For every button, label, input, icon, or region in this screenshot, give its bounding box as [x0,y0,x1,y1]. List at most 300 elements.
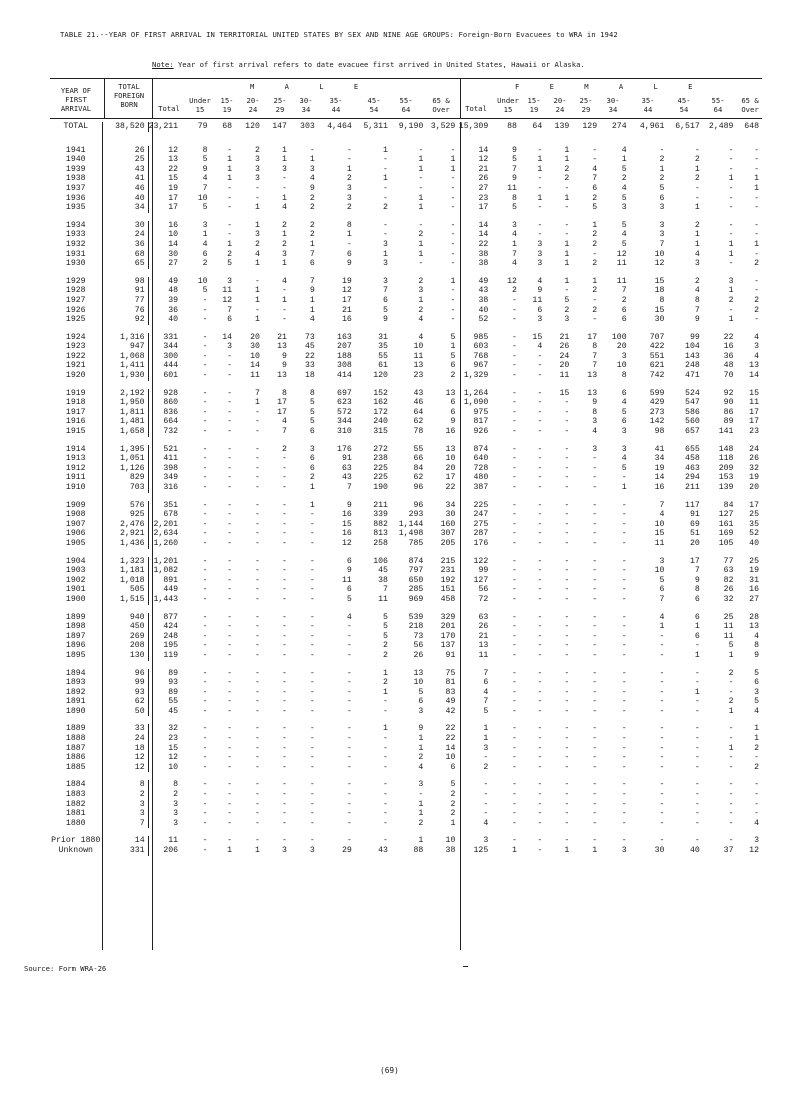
female-cell: - [537,529,543,539]
female-cell: - [511,371,517,381]
male-cell: 91 [445,650,456,660]
female-cell: - [694,790,700,800]
male-cell: - [282,305,287,315]
table-row [50,809,762,819]
male-cell: 45 [304,342,315,352]
female-cell: 5 [621,463,627,473]
male-cell: 650 [408,575,424,585]
male-cell: 17 [277,407,287,417]
male-cell: - [346,706,352,716]
table-row [50,286,762,296]
female-cell: 37 [723,846,734,855]
male-cell: 12 [341,538,352,548]
female-cell: - [694,697,700,707]
female-cell: 99 [689,332,700,342]
male-cell: 300 [163,351,179,361]
female-cell: - [564,668,570,678]
male-cell: - [255,631,260,641]
male-cell: - [227,687,233,697]
table-row [50,464,762,474]
male-cell: 308 [337,361,352,371]
male-cell: 6 [450,762,456,772]
male-cell: 10 [168,230,179,240]
male-cell: - [202,743,208,753]
year-cell: 1924 [65,332,86,342]
female-cell: 11 [723,622,734,632]
female-cell: 586 [685,407,700,417]
male-cell: - [227,519,233,529]
female-cell: 1 [754,183,759,193]
male-cell: 43 [413,388,424,398]
male-cell: - [227,463,233,473]
male-cell: 10 [197,193,208,203]
male-cell: 9 [202,164,208,174]
female-cell: 6 [694,612,700,622]
female-cell: - [511,556,517,566]
male-cell: 3 [255,230,260,240]
total-born-cell: 77 [102,296,149,306]
total-born-cell: 7 [102,819,149,829]
female-cell: 4 [483,818,489,828]
female-cell: 13 [749,361,759,371]
female-cell: - [659,678,665,688]
male-cell: 5 [383,622,388,632]
total-born-cell: 18 [102,744,149,754]
male-cell: - [227,594,233,604]
female-cell: - [511,519,517,529]
male-cell: 1 [255,203,260,213]
male-cell: - [418,183,424,193]
total-born-cell: 76 [102,306,149,316]
male-cell: - [309,641,315,651]
female-cell: - [659,687,665,697]
female-cell: 11 [616,259,627,269]
male-cell: 55 [168,697,179,707]
female-cell: 139 [554,122,570,131]
year-cell: 1893 [65,678,86,688]
female-cell: 2 [728,295,734,305]
male-cell: 6 [309,463,315,473]
year-cell: 1896 [65,641,86,651]
male-cell: - [202,417,208,427]
male-cell: - [255,183,260,193]
male-cell: - [202,706,208,716]
male-cell: - [282,631,287,641]
male-cell: 192 [440,575,456,585]
female-cell: 8 [592,407,598,417]
female-cell: 2 [592,230,598,240]
male-cell: 106 [373,556,388,566]
male-cell: 27 [168,259,179,269]
table-row [50,529,762,539]
male-cell: - [255,473,260,483]
male-cell: 349 [163,473,179,483]
male-cell: 1 [418,239,424,249]
female-cell: 6 [483,678,489,688]
year-cell: 1908 [65,510,86,520]
male-cell: 1 [227,164,233,174]
female-cell: - [537,519,543,529]
female-cell: - [511,342,517,352]
female-cell: 82 [723,575,734,585]
male-cell: - [450,239,456,249]
female-cell: - [659,790,665,800]
male-cell: 22 [168,164,179,174]
male-cell: 7 [346,483,352,492]
female-cell: - [592,612,598,622]
female-cell: - [659,697,665,707]
male-cell: 1 [450,276,456,286]
male-cell: 3 [309,164,315,174]
female-cell: 7 [592,361,598,371]
female-cell: - [537,220,543,230]
female-cell: 17 [587,332,598,342]
male-cell: - [282,575,287,585]
female-cell: - [621,687,627,697]
female-cell: 7 [659,500,665,510]
year-cell: 1898 [65,622,86,632]
male-cell: 2 [418,305,424,315]
female-cell: 40 [689,846,700,855]
male-cell: - [383,697,388,707]
female-cell: 1 [694,650,700,660]
male-cell: - [255,594,260,604]
male-cell: - [450,220,456,230]
male-cell: 2 [309,473,315,483]
female-cell: - [621,641,627,651]
female-cell: - [592,780,598,790]
female-cell: - [537,836,543,846]
female-cell: 599 [649,388,665,398]
female-cell: - [511,790,517,800]
female-cell: - [621,594,627,604]
female-cell: - [537,407,543,417]
female-cell: 41 [654,444,665,454]
total-born-cell: 3 [102,800,149,810]
male-cell: 17 [277,398,287,408]
total-born-cell: 99 [102,678,149,688]
female-cell: 13 [749,622,759,632]
male-cell: 2 [383,203,388,213]
male-cell: - [255,836,260,846]
male-cell: 1,260 [153,538,179,548]
male-cell: 238 [373,454,388,464]
table-row [50,342,762,352]
female-cell: 7 [694,305,700,315]
female-cell: 1 [564,276,570,286]
female-cell: 5 [511,155,517,165]
male-cell: 2 [309,220,315,230]
male-cell: 3 [227,276,233,286]
female-cell: - [754,203,759,213]
male-cell: - [227,407,233,417]
female-cell: 28 [749,612,759,622]
female-cell: 3 [483,836,489,846]
male-cell: - [346,724,352,734]
female-cell: 2 [694,155,700,165]
year-header [50,86,102,113]
female-cell: - [511,799,517,809]
year-cell: 1923 [65,342,86,352]
female-cell: - [537,809,543,819]
male-cell: - [227,351,233,361]
female-cell: - [564,706,570,716]
male-cell: - [202,650,208,660]
male-col-header-line: 65 & [432,96,450,105]
male-cell: - [202,836,208,846]
male-cell: 13 [445,388,456,398]
female-cell: 52 [749,529,759,539]
female-cell: 621 [649,361,665,371]
male-cell: - [309,743,315,753]
year-cell: 1932 [65,239,86,249]
female-cell: 4 [621,454,627,464]
female-cell: - [621,510,627,520]
female-cell: 7 [621,286,627,296]
female-cell: 32 [749,463,759,473]
male-cell: - [282,706,287,716]
male-cell: 8 [202,145,208,155]
female-col-header [462,104,490,113]
female-cell: 9 [511,145,517,155]
year-cell: 1931 [65,249,86,259]
table-row [50,622,762,632]
female-cell: 49 [478,276,489,286]
female-cell: 4 [694,286,700,296]
table-row [50,221,762,231]
female-cell: 51 [689,529,700,539]
male-cell: 8 [173,780,179,790]
total-born-cell: 12 [102,753,149,763]
table-row [50,688,762,698]
female-cell: 1 [659,622,665,632]
male-cell: - [227,454,233,464]
male-cell: 6 [202,249,208,259]
male-cell: 1 [346,164,352,174]
male-cell: - [418,790,424,800]
male-cell: 351 [163,500,179,510]
male-col-header-line: 54 [369,105,379,114]
female-cell: 1 [694,203,700,213]
row-gap [50,493,762,501]
female-cell: 84 [723,500,734,510]
female-cell: 89 [723,417,734,427]
table-title: TABLE 21.--YEAR OF FIRST ARRIVAL IN TERRITORIAL UNITED STATES BY SEX AND NINE AGE GROUPS: Foreign-Born Evacuees to WRA in 1942 [60,30,618,39]
female-col-header-line: 55- [711,96,725,105]
male-cell: - [202,631,208,641]
male-cell: - [255,585,260,595]
female-cell: 2 [592,239,598,249]
male-cell: 1 [450,164,456,174]
female-cell: - [728,780,734,790]
male-cell: - [227,230,233,240]
male-cell: 2 [282,220,287,230]
year-cell: 1905 [65,538,86,548]
female-cell: 2 [483,762,489,772]
year-cell: 1916 [65,417,86,427]
female-cell: - [728,230,734,240]
female-cell: - [537,622,543,632]
year-header-line: FIRST [65,95,87,104]
male-cell: - [255,678,260,688]
male-cell: 73 [304,332,315,342]
female-cell: - [511,483,517,492]
female-cell: 2 [592,193,598,203]
female-cell: 3 [537,249,543,259]
female-cell: - [728,183,734,193]
female-cell: 17 [749,500,759,510]
male-cell: 84 [413,463,424,473]
male-cell: 2 [450,371,456,381]
male-cell: - [202,519,208,529]
female-cell: - [592,556,598,566]
male-cell: - [450,315,456,325]
female-cell: 3 [754,836,759,846]
female-cell: - [564,641,570,651]
female-cell: - [564,529,570,539]
male-cell: 5 [383,612,388,622]
female-cell: 1 [728,706,734,716]
male-cell: 2 [282,239,287,249]
female-cell: - [621,799,627,809]
total-born-cell: 505 [102,585,149,595]
female-cell: - [592,762,598,772]
female-cell: 655 [685,444,700,454]
female-cell: 17 [749,417,759,427]
female-cell: - [564,753,570,763]
female-cell: - [511,780,517,790]
female-cell: - [564,566,570,576]
female-cell: - [564,407,570,417]
male-cell: 63 [341,463,352,473]
female-cell: 38 [478,259,489,269]
male-cell: 3 [255,155,260,165]
female-cell: 48 [723,361,734,371]
female-cell: 13 [587,371,598,381]
female-cell: - [511,743,517,753]
male-cell: 1,144 [398,519,424,529]
male-cell: - [255,668,260,678]
year-cell: 1880 [65,818,86,828]
male-cell: 32 [168,724,179,734]
female-cell: - [511,500,517,510]
male-cell: - [282,519,287,529]
total-born-cell: 62 [102,697,149,707]
male-cell: - [202,351,208,361]
male-cell: - [282,836,287,846]
male-cell: - [227,809,233,819]
female-cell: - [564,556,570,566]
male-cell: 928 [163,388,179,398]
male-cell: 1 [450,818,456,828]
male-cell: - [383,809,388,819]
male-cell: 272 [373,444,388,454]
male-cell: 96 [413,500,424,510]
male-cell: - [346,753,352,763]
female-cell: 248 [685,361,700,371]
male-cell: 1 [309,483,315,492]
female-cell: 15,309 [458,122,489,131]
year-cell: 1914 [65,444,86,454]
total-born-cell: 92 [102,315,149,325]
female-cell: 64 [532,122,543,131]
male-cell: 3 [255,174,260,184]
male-col-header [186,96,214,114]
female-cell: 35 [749,519,759,529]
female-col-header-line: 25- [579,96,593,105]
female-col-header [599,96,627,114]
male-cell: - [227,556,233,566]
year-cell: 1899 [65,612,86,622]
female-cell: 91 [689,510,700,520]
male-cell: - [383,220,388,230]
male-cell: - [282,174,287,184]
male-cell: - [309,734,315,744]
male-cell: 30 [250,342,260,352]
female-cell: 12 [654,259,665,269]
male-cell: 4 [282,417,287,427]
male-cell: - [309,678,315,688]
male-cell: 7 [282,427,287,437]
total-born-cell: 450 [102,622,149,632]
total-born-cell: 1,658 [102,427,149,437]
male-cell: 4 [418,762,424,772]
female-cell: 2 [754,259,759,269]
female-cell: 63 [478,612,489,622]
male-cell: - [227,510,233,520]
year-cell: 1939 [65,164,86,174]
gap-cell [50,493,762,501]
female-cell: 4 [621,145,627,155]
page-number: (69) [380,1066,399,1075]
male-cell: 1 [255,220,260,230]
female-cell: 1 [592,220,598,230]
female-cell: 141 [718,427,734,437]
male-cell: - [227,780,233,790]
female-cell: 9 [537,286,543,296]
female-cell: 63 [723,566,734,576]
female-col-header-line: 35- [641,96,655,105]
male-cell: - [309,790,315,800]
male-cell: - [227,483,233,492]
female-cell: - [564,444,570,454]
male-cell: 96 [413,483,424,492]
male-cell: - [282,183,287,193]
male-cell: - [227,650,233,660]
female-cell: 560 [685,417,700,427]
female-cell: - [537,818,543,828]
male-cell: - [450,295,456,305]
male-cell: 16 [341,315,352,325]
female-cell: 6 [659,193,665,203]
female-cell: - [694,724,700,734]
total-born-cell: 947 [102,342,149,352]
female-cell: - [621,818,627,828]
female-cell: - [754,164,759,174]
female-cell: 36 [723,351,734,361]
total-born-cell: 8 [102,780,149,790]
male-cell: - [282,622,287,632]
male-cell: - [450,249,456,259]
female-cell: 7 [483,668,489,678]
male-cell: - [255,622,260,632]
year-cell: 1891 [65,697,86,707]
male-cell: - [383,836,388,846]
female-cell: 92 [723,388,734,398]
male-cell: 1 [383,668,388,678]
female-cell: - [511,753,517,763]
male-cell: 6 [309,427,315,437]
